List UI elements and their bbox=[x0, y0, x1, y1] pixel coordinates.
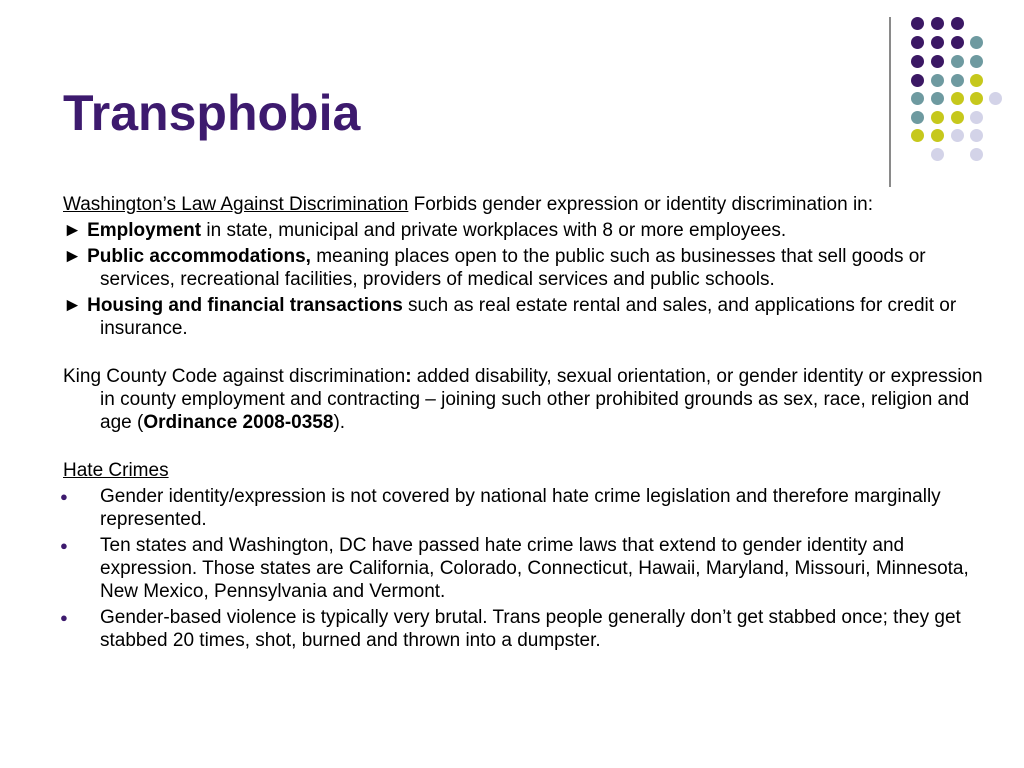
public-accommodations-label: Public accommodations, bbox=[87, 246, 311, 267]
bullet-icon: ● bbox=[60, 489, 68, 504]
decor-dot bbox=[970, 111, 983, 124]
king-county-colon: : bbox=[405, 366, 412, 387]
decor-dot bbox=[931, 129, 944, 142]
decor-dot bbox=[970, 36, 983, 49]
decor-dot bbox=[911, 74, 924, 87]
decor-dot bbox=[951, 111, 964, 124]
divider-line bbox=[889, 17, 891, 187]
hate-crimes-bullet-1 bbox=[60, 485, 983, 531]
employment-paragraph bbox=[63, 219, 983, 242]
public-accommodations-paragraph bbox=[63, 245, 983, 291]
decor-dot bbox=[931, 74, 944, 87]
king-county-paragraph bbox=[63, 365, 983, 434]
decor-dot bbox=[911, 92, 924, 105]
wa-law-paragraph bbox=[63, 193, 983, 216]
hate-crimes-bullet-text: Gender-based violence is typically very brutal. Trans people generally don’t get stabbed once; they get stabbed 20 times, shot, burned and thrown into a dumpster. bbox=[100, 607, 961, 651]
wa-law-link-text: Washington’s Law Against Discrimination bbox=[63, 194, 409, 215]
decor-dot bbox=[931, 36, 944, 49]
decor-dot bbox=[911, 55, 924, 68]
employment-label: Employment bbox=[87, 220, 202, 241]
decor-dot bbox=[970, 148, 983, 161]
ordinance-number: Ordinance 2008-0358 bbox=[143, 412, 334, 433]
decor-dot bbox=[911, 111, 924, 124]
arrow-marker-icon: ► bbox=[63, 220, 88, 241]
king-county-close: ). bbox=[333, 412, 346, 433]
king-county-lead: King County Code against discrimination bbox=[63, 366, 406, 387]
bullet-icon: ● bbox=[60, 610, 68, 625]
decor-dot bbox=[951, 36, 964, 49]
decor-dot bbox=[970, 55, 983, 68]
decor-dot bbox=[951, 92, 964, 105]
decor-dot bbox=[931, 111, 944, 124]
decor-dot bbox=[951, 74, 964, 87]
housing-text: such as real estate rental and sales, and applications for credit or insurance. bbox=[100, 295, 957, 339]
employment-text: in state, municipal and private workplaces with 8 or more employees. bbox=[201, 220, 787, 241]
decor-dot bbox=[911, 17, 924, 30]
decor-dot bbox=[931, 148, 944, 161]
public-accommodations-text: meaning places open to the public such as businesses that sell goods or services, recreational facilities, providers of medical services and public schools. bbox=[100, 246, 926, 290]
wa-law-text: Forbids gender expression or identity discrimination in: bbox=[408, 194, 874, 215]
decor-dot bbox=[911, 36, 924, 49]
decor-dot bbox=[951, 129, 964, 142]
hate-crimes-bullet-3 bbox=[60, 606, 983, 652]
arrow-marker-icon: ► bbox=[63, 246, 88, 267]
hate-crimes-heading: Hate Crimes bbox=[63, 460, 169, 481]
housing-label: Housing and financial transactions bbox=[87, 295, 403, 316]
arrow-marker-icon: ► bbox=[63, 295, 88, 316]
decor-dot bbox=[989, 92, 1002, 105]
king-county-text: added disability, sexual orientation, or gender identity or expression in county employment and contracting – joining such other prohibited grounds as sex, race, religion and age ( bbox=[100, 366, 983, 433]
decor-dot bbox=[970, 92, 983, 105]
slide-title: Transphobia bbox=[63, 85, 361, 141]
decor-dot bbox=[951, 17, 964, 30]
housing-paragraph bbox=[63, 294, 983, 340]
bullet-icon: ● bbox=[60, 538, 68, 553]
decor-dot bbox=[931, 55, 944, 68]
decor-dot bbox=[931, 92, 944, 105]
hate-crimes-bullet-text: Ten states and Washington, DC have passed hate crime laws that extend to gender identity and expression. Those states are California, Colorado, Connecticut, Hawaii, Maryland, Missouri, Minnesota, New Mexico, Pennsylvania and Vermont. bbox=[100, 535, 969, 602]
hate-crimes-heading-paragraph bbox=[63, 459, 983, 482]
decor-dot bbox=[970, 74, 983, 87]
decor-dot bbox=[970, 129, 983, 142]
decor-dot bbox=[911, 129, 924, 142]
hate-crimes-bullet-text: Gender identity/expression is not covered by national hate crime legislation and therefore marginally represented. bbox=[100, 486, 941, 530]
hate-crimes-bullet-2 bbox=[60, 534, 983, 603]
slide-body bbox=[60, 193, 983, 655]
decor-dot bbox=[931, 17, 944, 30]
decor-dot bbox=[951, 55, 964, 68]
